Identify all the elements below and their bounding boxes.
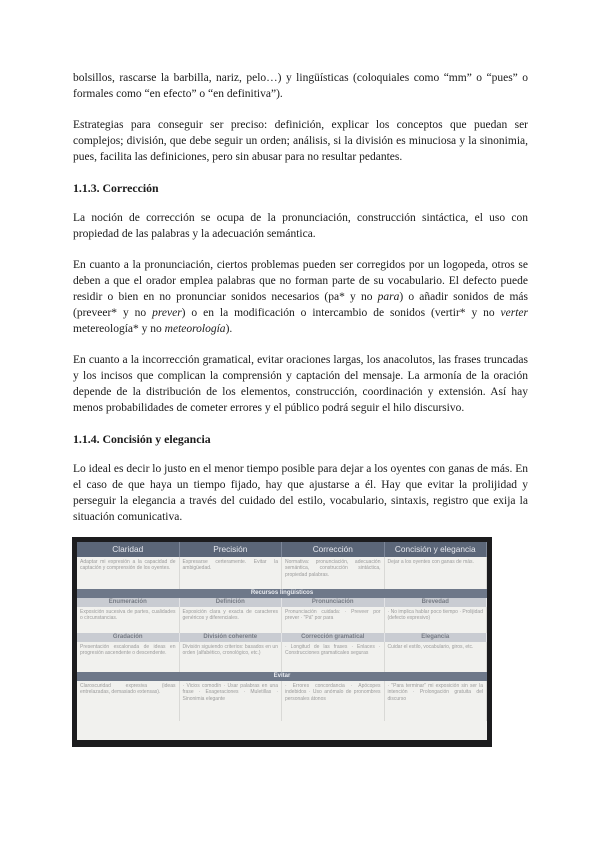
table-cell: · "Para terminar" mi exposición sin ser la intención · Prolongación gratuita del discurso: [385, 681, 488, 721]
table-bottom-margin: [77, 721, 487, 740]
band-evitar: Evitar: [77, 672, 487, 681]
paragraph-concision: Lo ideal es decir lo justo en el menor tiempo posible para dejar a los oyentes con ganas de más. En el caso de que haya un tiempo fijado, hay que ajustarse a él. Hay que evitar la prolijidad y perseguir la elegancia a través del cuidado del estilo, vocabulario, sintaxis, registro que exija la situación comunicativa.: [73, 463, 528, 523]
subheader-cell: Elegancia: [385, 633, 488, 642]
table-cell: · No implica hablar poco tiempo · Prolijidad (defecto expresivo): [385, 607, 488, 633]
subheader-cell: Corrección gramatical: [282, 633, 385, 642]
table-subheader-row: [77, 633, 487, 642]
subheader-cell: División coherente: [180, 633, 283, 642]
table-subheader-row: [77, 598, 487, 607]
band-recursos: Recursos lingüísticos: [77, 589, 487, 598]
header-concision: Concisión y elegancia: [385, 542, 488, 557]
table-cell: · Vicios comodín · Usar palabras en una frase · Exageraciones · Muletillas · Sinonimia elegante: [180, 681, 283, 721]
paragraph-precision-strategies: Estrategias para conseguir ser preciso: definición, explicar los conceptos que puedan ser complejos; división, que debe seguir un orden; análisis, si la división es minuciosa y la sinonimia, pues, facilita las definiciones, pero sin abusar para no resultar pedantes.: [73, 119, 528, 163]
table-cell: Pronunciación cuidada: · Preveer por prever · "Pá" por para: [282, 607, 385, 633]
summary-table-photo: [72, 537, 492, 747]
table-cell: Adaptar mi expresión a la capacidad de captación y comprensión de los oyentes.: [77, 557, 180, 589]
table-cell: Normativa: pronunciación, adecuación semántica, construcción sintáctica, propiedad palabras.: [282, 557, 385, 589]
table-cell: División siguiendo criterios: basados en un orden (alfabético, cronológico, etc.): [180, 642, 283, 672]
header-claridad: Claridad: [77, 542, 180, 557]
header-correccion: Corrección: [282, 542, 385, 557]
table-cell: Dejar a los oyentes con ganas de más.: [385, 557, 488, 589]
table-cell: · Longitud de las frases · Enlaces · Construcciones gramaticales seguras: [282, 642, 385, 672]
subheader-cell: Brevedad: [385, 598, 488, 607]
table-cell: · Errores concordancia · Apócopes indebidos · Uso anómalo de pronombres personales átonos: [282, 681, 385, 721]
section-heading-correccion: 1.1.3. Corrección: [73, 181, 159, 195]
section-heading-concision: 1.1.4. Concisión y elegancia: [73, 432, 211, 446]
summary-table: [77, 542, 487, 740]
paragraph-pronunciation: En cuanto a la pronunciación, ciertos problemas pueden ser corregidos por un logopeda, otros se deben a que el orador emplea palabras que no forman parte de su vocabulario. El defecto puede residir o bien en no pronunciar sonidos necesarios (pa* y no para) o añadir sonidos de más (preveer* y no prever) o en la modificación o intercambio de sonidos (vertir* y no verter metereología* y no meteorología).: [73, 259, 529, 335]
table-row: [77, 642, 487, 672]
paragraph-correccion-intro: La noción de corrección se ocupa de la pronunciación, construcción sintáctica, el uso con propiedad de las palabras y la adecuación semántica.: [73, 212, 528, 240]
subheader-cell: Pronunciación: [282, 598, 385, 607]
table-row: [77, 607, 487, 633]
subheader-cell: Enumeración: [77, 598, 180, 607]
subheader-cell: Definición: [180, 598, 283, 607]
paragraph-gestures: bolsillos, rascarse la barbilla, nariz, pelo…) y lingüísticas (coloquiales como “mm” o “pues” o formales como “en efecto” o “en definitiva”).: [73, 72, 528, 100]
table-cell: Expresarse certeramente. Evitar la ambigüedad.: [180, 557, 283, 589]
table-header-row: [77, 542, 487, 557]
subheader-cell: Gradación: [77, 633, 180, 642]
paragraph-grammar: En cuanto a la incorrección gramatical, evitar oraciones largas, los anacolutos, las frases truncadas y los incisos que complican la comprensión y captación del mensaje. La armonía de la oración depende de la distribución de los elementos, construcción, coordinación y extensión. Así hay menos probabilidades de cometer errores y el público podrá seguir el hilo discursivo.: [73, 354, 528, 414]
document-body: [73, 70, 528, 540]
table-cell: Claroscuridad expresiva (ideas entrelazadas, demasiado extensas).: [77, 681, 180, 721]
table-cell: Exposición sucesiva de partes, cualidades o circunstancias.: [77, 607, 180, 633]
table-cell: Exposición clara y exacta de caracteres genéricos y diferenciales.: [180, 607, 283, 633]
header-precision: Precisión: [180, 542, 283, 557]
table-row: [77, 557, 487, 589]
table-cell: Cuidar el estilo, vocabulario, giros, etc.: [385, 642, 488, 672]
table-cell: Presentación escalonada de ideas en progresión ascendente o descendente.: [77, 642, 180, 672]
table-row: [77, 681, 487, 721]
